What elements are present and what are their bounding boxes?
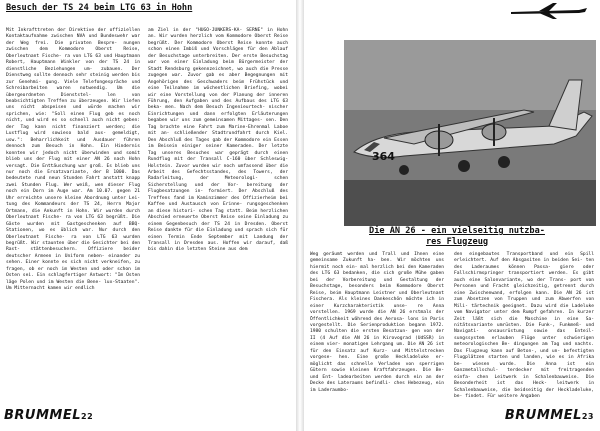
left-footer-brand-name: BRUMMEL <box>4 408 82 423</box>
right-page-number: 23 <box>581 412 594 421</box>
right-footer-brand-name: BRUMMEL <box>504 408 582 423</box>
airplane-silhouette-icon <box>509 2 589 20</box>
aircraft-tail-number: 364 <box>372 150 395 163</box>
right-footer-brand <box>505 408 594 423</box>
left-page-column-1: Mit Inkrafttreten der Direktive der offiziellen Kontaktaufnahme zwischen NVA und Bundeswehr war der Weg frei. Die privaten Bespre- nungen zwischen dem Kommodore Oberst Reise, Oberleutnant Fische- ra von LTG 63 und Hauptmann Robert, Hauptmann Winkler von der TS 24 in dienstliche Beziehungen um- zubauen. Der Dienstweg sollte dennoch sehr steinig werden bis zur Genehmi- gung. Viele Telefongespräche und Schreibarbeiten waren notwendig. Um die übergeordneten Dienststel- len von beabsichtigten Treffen zu überzeugen. Wir liefen uns nicht abspeisen und würde machen wir sprichen, wie: "Soll einen Flug geb es noch nicht, und wird es so schnell auch nicht geben: der Tag kann nicht finanziert werden; die Lustflug wird sowieso bald aus- gemeldigt, usw.": Beharrlichkeit und Ausdauer führen dennoch zum Besuch in Hohn. Ein Hindernis konnten wir jedoch nicht überwinden und somit blieb uns der Flug mit einer AN 26 nach Hohn versagt. Die Enttäuschung war groß. Es blieb uns nur noch die Ersatzvariante, der B 1000. Das bedeutete rund neun Stunden Fahrt anstatt knapp zwei Stunden Flug. Wer weiß, wen dieser Flug noch ein Dorn im Auge war. Am 10.07. gegen 21 Uhr erreichte unsere kleine Abordnung unter Lei- tung des Kommandeurs der TS 24, Herrn Major Ortmann, die Ankunft in Hohn. Wir wurden durch Oberleutnant Fische- ra von LTG 63 begrüßt. Die Gäste wurden mit Gastgeschenken auf BBQ- Stationen, wo es üblich war. Nur durch den Oberleutnant Fische- ra von LTG 63 wurden begrüßt. Wir staunten über die Gesichter bei den Rast- stättenbesuchern. Offiziere beider deutscher Armeen in Uniform neben- einander zu sehen. Einer konnte es sich nicht verkneifen, zu fragen, ob er noch im Westen und oder schon im Osten sei. Ein schlagfertiger Antwort: "Im Osten läge Polen und im Westen die Bene- lux-Staaten". Um Mitternacht kamen wir endlich <box>6 28 140 292</box>
left-page-column-2: am Ziel in der "HUGO-JUNKERS-KA- SERNE" in Hohn an. Wir wurden herzlich vom Kommodore Oberst Reise begrüßt. Der Kommodore Oberst Reise konnte auch schon einen Imbiß und Vorschlägen für den Ablauf der Besuchstage unterbreiten. Der erste Besuchstag war von einer Einladung beim Bürgermeister der Stadt Rendsburg gekennzeichnet, wo auch die Presse zugegen war. Zuvor gab es aber Begegnungen mit Angehörigen des Geschwaders beim Frühstück und eine Teilnahme im wöchentlichen Briefing, wobei wir eine Vorstellung von der Planung der inneren Führung, den Aufgaben und des Aufbaus des LTG 63 beka- men. Nach dem Besuch Ingenieurtech- nischer Einrichtungen und dann erfolgten Erläuterungen begaben wir uns zum gemeinsamen Mittages- sen. Den Tag brachte eine Fahrt zum Marine-Ehrenmal Laboe mit an- schließender Stadtrundfahrt durch Kiel. Den Abschluß des Tages gab der Kommodore ein Essen im Beisein einiger seiner Kameraden. Der letzte Tag unseres Besuches war geprägt durch einen Rundflug mit der Transall C-160 über Schleswig-Holstein. Zuvor wurden wir noch umfassend über die Arbeit des Gefechtsstandes, des Towers, der Radarleitung, der Meteorologi- schen Sicherstellung und der Vor- bereitung der Flugbesatzungen in- formiert. Der Abschluß des Treffens fand im Kaminzimmer des Offizierheim bei Kaffee und Austausch von Erinne- rungsgeschenken an diese histori- schen Tag statt. Beim herzlichen Abschied erneuerte Oberst Reise seine Einladung zu einem Gegenbesuch der TS 24 in Dresden. Oberst Reise dankte für die Einladung und sprach sich für einen Termin Ende September mit Landung der Transall in Dresden aus. Hoffen wir darauf, daß bis dahin die letzten Steine aus dem <box>148 28 288 253</box>
right-page-title: Die AN 26 - ein vielseitig nutzba- res Flugzeug <box>369 226 545 247</box>
right-page <box>304 0 600 431</box>
right-page-column-2: den eingebautes Transportband und ein Spill erleichtert. Auf den Absgasiten in beiden Sei- ten des Laderaumes können Passa- giere oder Fallschirmspringer transportiert werden. Es gibt auch eine Salonvariante, wo der Trans- port von Personen und Fracht gleichzeitig, getrennt durch eine Zwischenwand, erfolgen kann. Die AN 26 ist zum Absetzen von Truppen und zum Abwerfen von Mili- tärtechnik geeignet. Dazu wird die Ladeluke vom Navigator unter dem Rumpf gefahren. In kurzer Zeit läßt sich die Maschine in eine Sa- nitätsvariante umrüsten. Die Funk-, Funkmeß- und Navigati- onsausrüstung sowie das Enteil- sungssystem erlauben Flüge unter schwierigen meteorologischen Be- dingungen am Tag und nachts. Das Flugzeug kann auf Beton-, und un- befestigten Flugplätzen starten und landen, wie es in Afrika be- wiesen wurde. Die Anna ist ein Ganzmetallschul- terdecker mit freitragenden einfa- chen Leitwerk in Schalenbauweise. Die Besonderheit ist das Heck- leitwerk in Schalenbauweise, die beidseitig der Heckladeluke, be- findet. Für weitere Angaben <box>454 252 594 399</box>
an26-aircraft-illustration <box>344 40 596 226</box>
left-page <box>0 0 296 431</box>
an26-aircraft-photo <box>344 40 596 226</box>
page-gutter <box>296 0 304 431</box>
left-page-number: 22 <box>81 412 94 421</box>
left-page-title: Besuch der TS 24 beim LTG 63 in Hohn <box>6 3 193 13</box>
left-footer-brand <box>4 408 93 423</box>
right-page-column-1: Weg geräumt werden und Trall und Ihnen eine gemeinsame Zukunft ha- ben. Wir möchten uns hiermit noch ein- mal herzlich bei den Kameraden des LTG 63 bedanken, die sich große Mühe gaben bei der Vorbereitung und Gestaltung der Besuchstage, besonders beim Kommodore Oberst Reise, beim Hauptmann Leistner und Oberleutnant Fischera. Als kleines Dankeschön möchte ich in einer Kurzcharakteristik unse- re Anna vorstellen. 1969 wurde die AN 26 erstmals der Öffentlichkeit während des Aerosa- lons in Paris vorgestellt. Die Serienproduktion begann 1972. 1980 schulten die ersten Besatzun- gen von der II (4 Auf die AN 26 in Kirovograd (UdSSR) in einem vier- monatigen Lehrgang um. Die AN 26 ist für den Einsatz auf Kurz- und Mittelstrecken vorgese- hen. Eine große Heckladeluke er- möglicht das schnelle Verladen von sperrigen Gütern sowie kleinen Kraftfahrzeugen. Die Be- und Ent- ladearbeiten werden durch ein an der Decke des Lateraums befindli- ches Hebezeug, ein im Laderaumbo- <box>310 252 444 393</box>
